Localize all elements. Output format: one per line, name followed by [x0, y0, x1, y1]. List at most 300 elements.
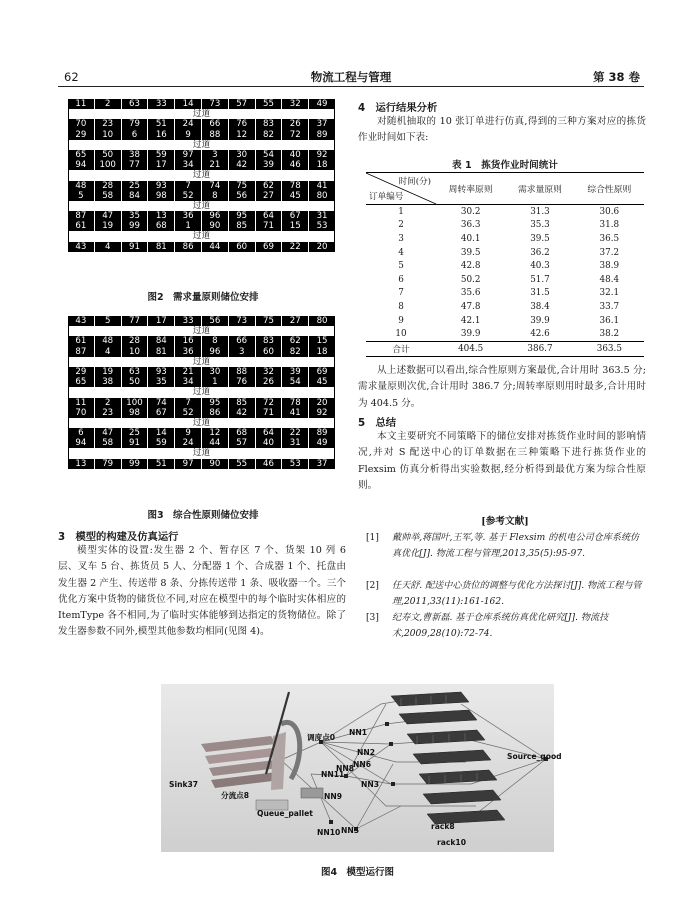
storage-cell: 19: [95, 367, 122, 377]
storage-cell: 32: [282, 99, 309, 109]
storage-cell: 7: [175, 398, 202, 408]
table-cell: 31.5: [530, 288, 550, 299]
storage-cell: 94: [68, 438, 95, 448]
references-heading: [参考文献]: [481, 516, 529, 527]
sink-label: Sink37: [169, 780, 199, 789]
storage-cell: 59: [148, 150, 175, 160]
storage-cell: 13: [68, 459, 95, 469]
storage-cell: 22: [282, 428, 309, 438]
reference-number: [1]: [366, 533, 379, 543]
storage-cell: 48: [95, 336, 122, 346]
storage-cell: 68: [148, 221, 175, 231]
storage-cell: 43: [68, 316, 95, 326]
storage-cell: 45: [316, 377, 328, 388]
storage-cell: 71: [256, 221, 283, 231]
storage-cell: 47: [95, 428, 122, 438]
storage-cell: 92: [316, 407, 328, 418]
table-cell: 36.3: [460, 220, 481, 231]
storage-cell: 69: [316, 366, 328, 377]
storage-cell: 19: [95, 221, 122, 231]
table-cell: 48.4: [599, 274, 620, 285]
corner-top-label: 时间(分): [398, 177, 431, 187]
storage-cell: 35: [122, 211, 149, 221]
storage-cell: 18: [316, 346, 328, 357]
storage-row: [68, 377, 335, 387]
storage-cell: 17: [148, 316, 175, 326]
col-header: 周转率原则: [448, 185, 493, 195]
storage-cell: 4: [95, 347, 122, 357]
storage-cell: 54: [282, 377, 309, 387]
storage-cell: 79: [95, 459, 122, 469]
section5-paragraph: 本文主要研究不同策略下的储位安排对拣货作业时间的影响情况,并对 S 配送中心的订单数据在三种策略下进行拣货作业的 Flexsim 仿真分析得出实验数据,经分析得到最优方案为综合性原则。: [358, 431, 646, 491]
table-row: [366, 327, 644, 341]
table-cell: 38.4: [530, 301, 550, 312]
storage-cell: 6: [68, 428, 95, 438]
table-cell: 35.6: [460, 288, 481, 299]
storage-cell: 1: [202, 377, 229, 387]
storage-cell: 29: [68, 367, 95, 377]
storage-cell: 99: [122, 221, 149, 231]
table-cell: 38.2: [599, 329, 620, 340]
aisle-row: 过道: [68, 231, 335, 241]
reference-text: 纪寿文,曹新磊. 基于仓库系统仿真优化研究[J]. 物流技术,2009,28(10):72-74.: [392, 613, 609, 639]
storage-cell: 60: [256, 347, 283, 357]
storage-cell: 14: [148, 428, 175, 438]
storage-cell: 23: [95, 408, 122, 418]
storage-cell: 29: [68, 130, 95, 140]
queue-pallet-label: Queue_pallet: [257, 809, 313, 818]
storage-cell: 44: [202, 438, 229, 448]
storage-cell: 100: [122, 398, 149, 408]
storage-cell: 89: [316, 129, 328, 140]
storage-cell: 70: [68, 408, 95, 418]
storage-cell: 80: [316, 190, 328, 201]
table-row: [366, 205, 644, 219]
table-cell: 10: [395, 329, 407, 340]
storage-cell: 11: [68, 99, 95, 109]
table-cell: 404.5: [458, 343, 484, 354]
storage-cell: 87: [68, 211, 95, 221]
storage-cell: 4: [95, 242, 122, 252]
storage-cell: 39: [282, 367, 309, 377]
storage-cell: 73: [202, 99, 229, 109]
storage-row: [68, 438, 335, 448]
aisle-row: 过道: [68, 418, 335, 428]
storage-cell: 27: [282, 316, 309, 326]
section4-intro: 对随机抽取的 10 张订单进行仿真,得到的三种方案对应的拣货作业时间如下表:: [358, 116, 646, 144]
storage-cell: 38: [122, 150, 149, 160]
storage-cell: 42: [229, 408, 256, 418]
storage-cell: 43: [68, 242, 95, 252]
storage-cell: 61: [68, 221, 95, 231]
section3-paragraph: 模型实体的设置:发生器 2 个、暂存区 7 个、货架 10 列 6 层、叉车 5 台、拣货员 5 人、分配器 1 个、合成器 1 个、托盘由发生器 2 产生、传送带 8 条、分拣传送带 1 条、吸收器一个。三个优化方案中货物的储货位不同,对应在模型中的每个临时实体相应的 ItemType 各不相同,为了临时实体能够到达指定的货物储位。除了发生器参数不同外,模型其他参数均相同(见图 4)。: [58, 545, 346, 638]
storage-cell: 34: [175, 160, 202, 170]
table-cell: 36.2: [530, 247, 550, 258]
aisle-row: 过道: [68, 387, 335, 397]
dispatcher-label: 调度点0: [307, 733, 336, 742]
storage-cell: 39: [256, 160, 283, 170]
table-cell: 31.8: [599, 220, 620, 231]
storage-row: [68, 130, 335, 140]
table-row: [366, 246, 644, 260]
storage-cell: 91: [122, 438, 149, 448]
storage-cell: 36: [175, 347, 202, 357]
storage-cell: 11: [68, 398, 95, 408]
storage-cell: 33: [175, 316, 202, 326]
storage-cell: 78: [282, 181, 309, 191]
storage-cell: 84: [148, 336, 175, 346]
storage-cell: 66: [202, 119, 229, 129]
storage-cell: 27: [256, 191, 283, 201]
storage-cell: 49: [316, 438, 328, 449]
storage-cell: 17: [148, 160, 175, 170]
storage-cell: 55: [229, 459, 256, 469]
storage-cell: 46: [256, 459, 283, 469]
table-cell: 36.1: [599, 315, 620, 326]
page-number: 62: [64, 70, 79, 84]
table-cell: 42.1: [460, 315, 481, 326]
table-corner-cell: [366, 173, 436, 205]
storage-row: [68, 367, 335, 377]
storage-cell: 63: [122, 367, 149, 377]
storage-row: [68, 428, 335, 438]
table-cell: 39.9: [530, 315, 550, 326]
table-cell: 33.7: [599, 301, 620, 312]
storage-cell: 21: [175, 367, 202, 377]
table-header-row: [366, 173, 644, 205]
table-row: [366, 232, 644, 246]
table-cell: 386.7: [527, 343, 553, 354]
nn11-label: NN11: [321, 770, 345, 779]
storage-cell: 41: [316, 180, 328, 191]
storage-cell: 25: [122, 428, 149, 438]
storage-row: [68, 347, 335, 357]
storage-cell: 75: [229, 181, 256, 191]
storage-cell: 74: [148, 398, 175, 408]
storage-cell: 54: [256, 150, 283, 160]
storage-cell: 100: [95, 160, 122, 170]
storage-cell: 28: [122, 336, 149, 346]
storage-cell: 5: [68, 191, 95, 201]
table-row: [366, 273, 644, 287]
reference-number: [2]: [366, 581, 379, 591]
storage-cell: 18: [316, 160, 328, 171]
storage-cell: 24: [175, 119, 202, 129]
table-cell: 1: [398, 206, 404, 217]
storage-cell: 94: [68, 160, 95, 170]
table-row: [366, 287, 644, 301]
aisle-row: 过道: [68, 109, 335, 119]
storage-cell: 98: [122, 408, 149, 418]
storage-cell: 40: [256, 438, 283, 448]
storage-cell: 99: [122, 459, 149, 469]
storage-cell: 97: [175, 459, 202, 469]
storage-cell: 93: [148, 181, 175, 191]
storage-cell: 78: [282, 398, 309, 408]
table1-title: 表 1 拣货作业时间统计: [452, 160, 558, 171]
table-cell: 40.1: [460, 233, 481, 244]
storage-cell: 44: [202, 242, 229, 252]
table-cell: 51.7: [530, 274, 550, 285]
table-cell: 7: [398, 288, 404, 299]
table-row: [366, 300, 644, 314]
storage-cell: 62: [282, 336, 309, 346]
storage-cell: 96: [202, 211, 229, 221]
table-cell: 8: [398, 301, 404, 312]
storage-cell: 38: [95, 377, 122, 387]
storage-cell: 97: [175, 150, 202, 160]
table-cell: 3: [398, 233, 404, 244]
storage-cell: 1: [175, 221, 202, 231]
table-cell: 35.3: [530, 220, 550, 231]
table-cell: 5: [398, 261, 404, 272]
table-total-row: [366, 341, 644, 356]
storage-row: [68, 316, 335, 326]
storage-cell: 13: [148, 211, 175, 221]
reference-item: [366, 610, 646, 642]
reference-number: [3]: [366, 613, 379, 623]
storage-cell: 80: [316, 316, 328, 326]
storage-cell: 65: [68, 150, 95, 160]
table-row: [366, 314, 644, 328]
storage-cell: 3: [229, 347, 256, 357]
col-header: 综合性原则: [587, 185, 632, 195]
storage-cell: 42: [229, 160, 256, 170]
storage-row: [68, 398, 335, 408]
corner-bottom-label: 订单编号: [369, 192, 404, 202]
nn2-label: NN2: [357, 748, 375, 757]
section5-heading: 5 总结: [358, 417, 397, 429]
storage-cell: 50: [122, 377, 149, 387]
table-cell: 39.9: [460, 329, 481, 340]
fig3-storage-grid: [68, 316, 335, 469]
storage-cell: 25: [122, 181, 149, 191]
storage-cell: 59: [148, 438, 175, 448]
storage-cell: 10: [95, 130, 122, 140]
storage-cell: 3: [202, 150, 229, 160]
fig4-simulation-view: [161, 684, 562, 852]
fig4-caption: 图4 模型运行图: [320, 867, 395, 878]
storage-cell: 81: [148, 347, 175, 357]
storage-cell: 67: [282, 211, 309, 221]
storage-cell: 90: [202, 221, 229, 231]
aisle-row: 过道: [68, 140, 335, 150]
storage-row: [68, 150, 335, 160]
storage-cell: 60: [229, 242, 256, 252]
storage-cell: 92: [316, 149, 328, 160]
storage-cell: 20: [316, 397, 328, 408]
storage-cell: 51: [148, 459, 175, 469]
storage-cell: 23: [95, 119, 122, 129]
reference-text: 戴帅举,蒋国叶,王军,等. 基于 Flexsim 的机电公司仓库系统仿真优化[J]. 物流工程与管理,2013,35(5):95-97.: [392, 533, 640, 559]
storage-cell: 74: [202, 181, 229, 191]
storage-cell: 37: [316, 119, 328, 130]
storage-cell: 7: [175, 181, 202, 191]
storage-cell: 52: [175, 191, 202, 201]
storage-cell: 56: [229, 191, 256, 201]
nn10-label: NN10: [317, 828, 341, 837]
table-cell: 36.5: [599, 233, 620, 244]
storage-cell: 87: [68, 347, 95, 357]
storage-row: [68, 221, 335, 231]
storage-cell: 16: [175, 336, 202, 346]
storage-cell: 12: [229, 130, 256, 140]
storage-row: [68, 99, 335, 109]
table-cell: 363.5: [596, 343, 622, 354]
aisle-row: 过道: [68, 326, 335, 336]
source-label: Source_good: [507, 752, 562, 761]
storage-cell: 89: [316, 428, 328, 439]
storage-cell: 85: [229, 398, 256, 408]
storage-cell: 35: [148, 377, 175, 387]
storage-cell: 30: [202, 367, 229, 377]
storage-cell: 50: [95, 150, 122, 160]
storage-cell: 40: [282, 150, 309, 160]
storage-cell: 55: [256, 99, 283, 109]
storage-cell: 45: [282, 191, 309, 201]
storage-cell: 8: [202, 191, 229, 201]
table-cell: 38.9: [599, 261, 620, 272]
storage-cell: 68: [229, 428, 256, 438]
table-cell: 4: [398, 247, 404, 258]
storage-cell: 63: [122, 99, 149, 109]
storage-cell: 31: [316, 211, 328, 222]
storage-cell: 69: [256, 242, 283, 252]
storage-cell: 6: [122, 130, 149, 140]
storage-row: [68, 160, 335, 170]
storage-cell: 37: [316, 458, 328, 469]
storage-cell: 15: [282, 221, 309, 231]
storage-cell: 47: [95, 211, 122, 221]
storage-cell: 57: [229, 438, 256, 448]
aisle-row: 过道: [68, 170, 335, 180]
storage-cell: 53: [316, 221, 328, 232]
storage-cell: 5: [95, 316, 122, 326]
table-cell: 50.2: [460, 274, 481, 285]
storage-cell: 36: [175, 211, 202, 221]
storage-cell: 51: [148, 119, 175, 129]
table-cell: 9: [398, 315, 404, 326]
storage-cell: 48: [68, 181, 95, 191]
storage-cell: 88: [202, 130, 229, 140]
storage-cell: 31: [282, 438, 309, 448]
storage-cell: 15: [316, 336, 328, 347]
storage-cell: 77: [122, 160, 149, 170]
nn1-label: NN1: [349, 728, 367, 737]
storage-cell: 8: [202, 336, 229, 346]
table-cell: 合计: [392, 345, 410, 356]
storage-cell: 86: [175, 242, 202, 252]
storage-cell: 98: [148, 191, 175, 201]
table-cell: 47.8: [460, 301, 481, 312]
storage-cell: 81: [148, 242, 175, 252]
table-cell: 42.6: [530, 329, 550, 340]
storage-cell: 52: [175, 408, 202, 418]
table1: [366, 172, 644, 357]
table-cell: 6: [398, 274, 404, 285]
storage-cell: 32: [256, 367, 283, 377]
aisle-row: 过道: [68, 357, 335, 367]
storage-cell: 12: [202, 428, 229, 438]
storage-cell: 64: [256, 211, 283, 221]
storage-cell: 33: [148, 99, 175, 109]
storage-row: [68, 408, 335, 418]
storage-cell: 73: [229, 316, 256, 326]
storage-cell: 58: [95, 438, 122, 448]
table-cell: 39.5: [530, 233, 550, 244]
storage-cell: 64: [256, 428, 283, 438]
journal-title: 物流工程与管理: [310, 70, 392, 84]
storage-cell: 34: [175, 377, 202, 387]
page-header: [58, 68, 644, 86]
reference-text: 任天舒. 配送中心货位的调整与优化方法探讨[J]. 物流工程与管理,2011,33(11):161-162.: [392, 581, 642, 607]
aisle-row: 过道: [68, 448, 335, 458]
analysis-paragraph: 从上述数据可以看出,综合性原则方案最优,合计用时 363.5 分;需求量原则次优,合计用时 386.7 分;周转率原则用时最多,合计用时为 404.5 分。: [358, 365, 646, 409]
storage-cell: 61: [68, 336, 95, 346]
storage-cell: 24: [175, 438, 202, 448]
storage-cell: 67: [148, 408, 175, 418]
table-row: [366, 219, 644, 233]
storage-cell: 83: [256, 119, 283, 129]
storage-cell: 83: [256, 336, 283, 346]
storage-cell: 95: [229, 211, 256, 221]
storage-cell: 62: [256, 181, 283, 191]
aisle-row: 过道: [68, 201, 335, 211]
rack10-label: rack10: [437, 838, 466, 847]
storage-cell: 9: [175, 428, 202, 438]
storage-cell: 90: [202, 459, 229, 469]
storage-cell: 71: [256, 408, 283, 418]
storage-cell: 26: [256, 377, 283, 387]
storage-cell: 53: [282, 459, 309, 469]
storage-cell: 49: [316, 99, 328, 109]
storage-cell: 57: [229, 99, 256, 109]
storage-cell: 76: [229, 377, 256, 387]
header-divider: [58, 86, 644, 87]
storage-cell: 82: [282, 347, 309, 357]
storage-cell: 30: [229, 150, 256, 160]
reference-item: [366, 530, 646, 562]
storage-cell: 16: [148, 130, 175, 140]
storage-row: [68, 211, 335, 221]
storage-cell: 88: [229, 367, 256, 377]
storage-cell: 2: [95, 99, 122, 109]
storage-cell: 85: [229, 221, 256, 231]
storage-cell: 95: [202, 398, 229, 408]
table-cell: 37.2: [599, 247, 620, 258]
storage-cell: 56: [202, 316, 229, 326]
storage-cell: 66: [229, 336, 256, 346]
storage-cell: 20: [316, 241, 328, 252]
storage-cell: 72: [282, 130, 309, 140]
rack8-label: rack8: [431, 822, 455, 831]
table-row: [366, 259, 644, 273]
storage-cell: 76: [229, 119, 256, 129]
volume-label: 第 38 卷: [592, 70, 640, 84]
table-cell: 2: [398, 220, 404, 231]
storage-row: [68, 119, 335, 129]
nn6-label: NN6: [353, 760, 371, 769]
section4-heading: 4 运行结果分析: [358, 102, 438, 114]
storage-cell: 10: [122, 347, 149, 357]
table-cell: 42.8: [460, 261, 481, 272]
table-cell: 31.3: [530, 206, 550, 217]
storage-cell: 86: [202, 408, 229, 418]
storage-cell: 93: [148, 367, 175, 377]
section3-heading: 3 模型的构建及仿真运行: [58, 531, 179, 543]
nn5-label: NN5: [341, 826, 359, 835]
storage-cell: 96: [202, 347, 229, 357]
